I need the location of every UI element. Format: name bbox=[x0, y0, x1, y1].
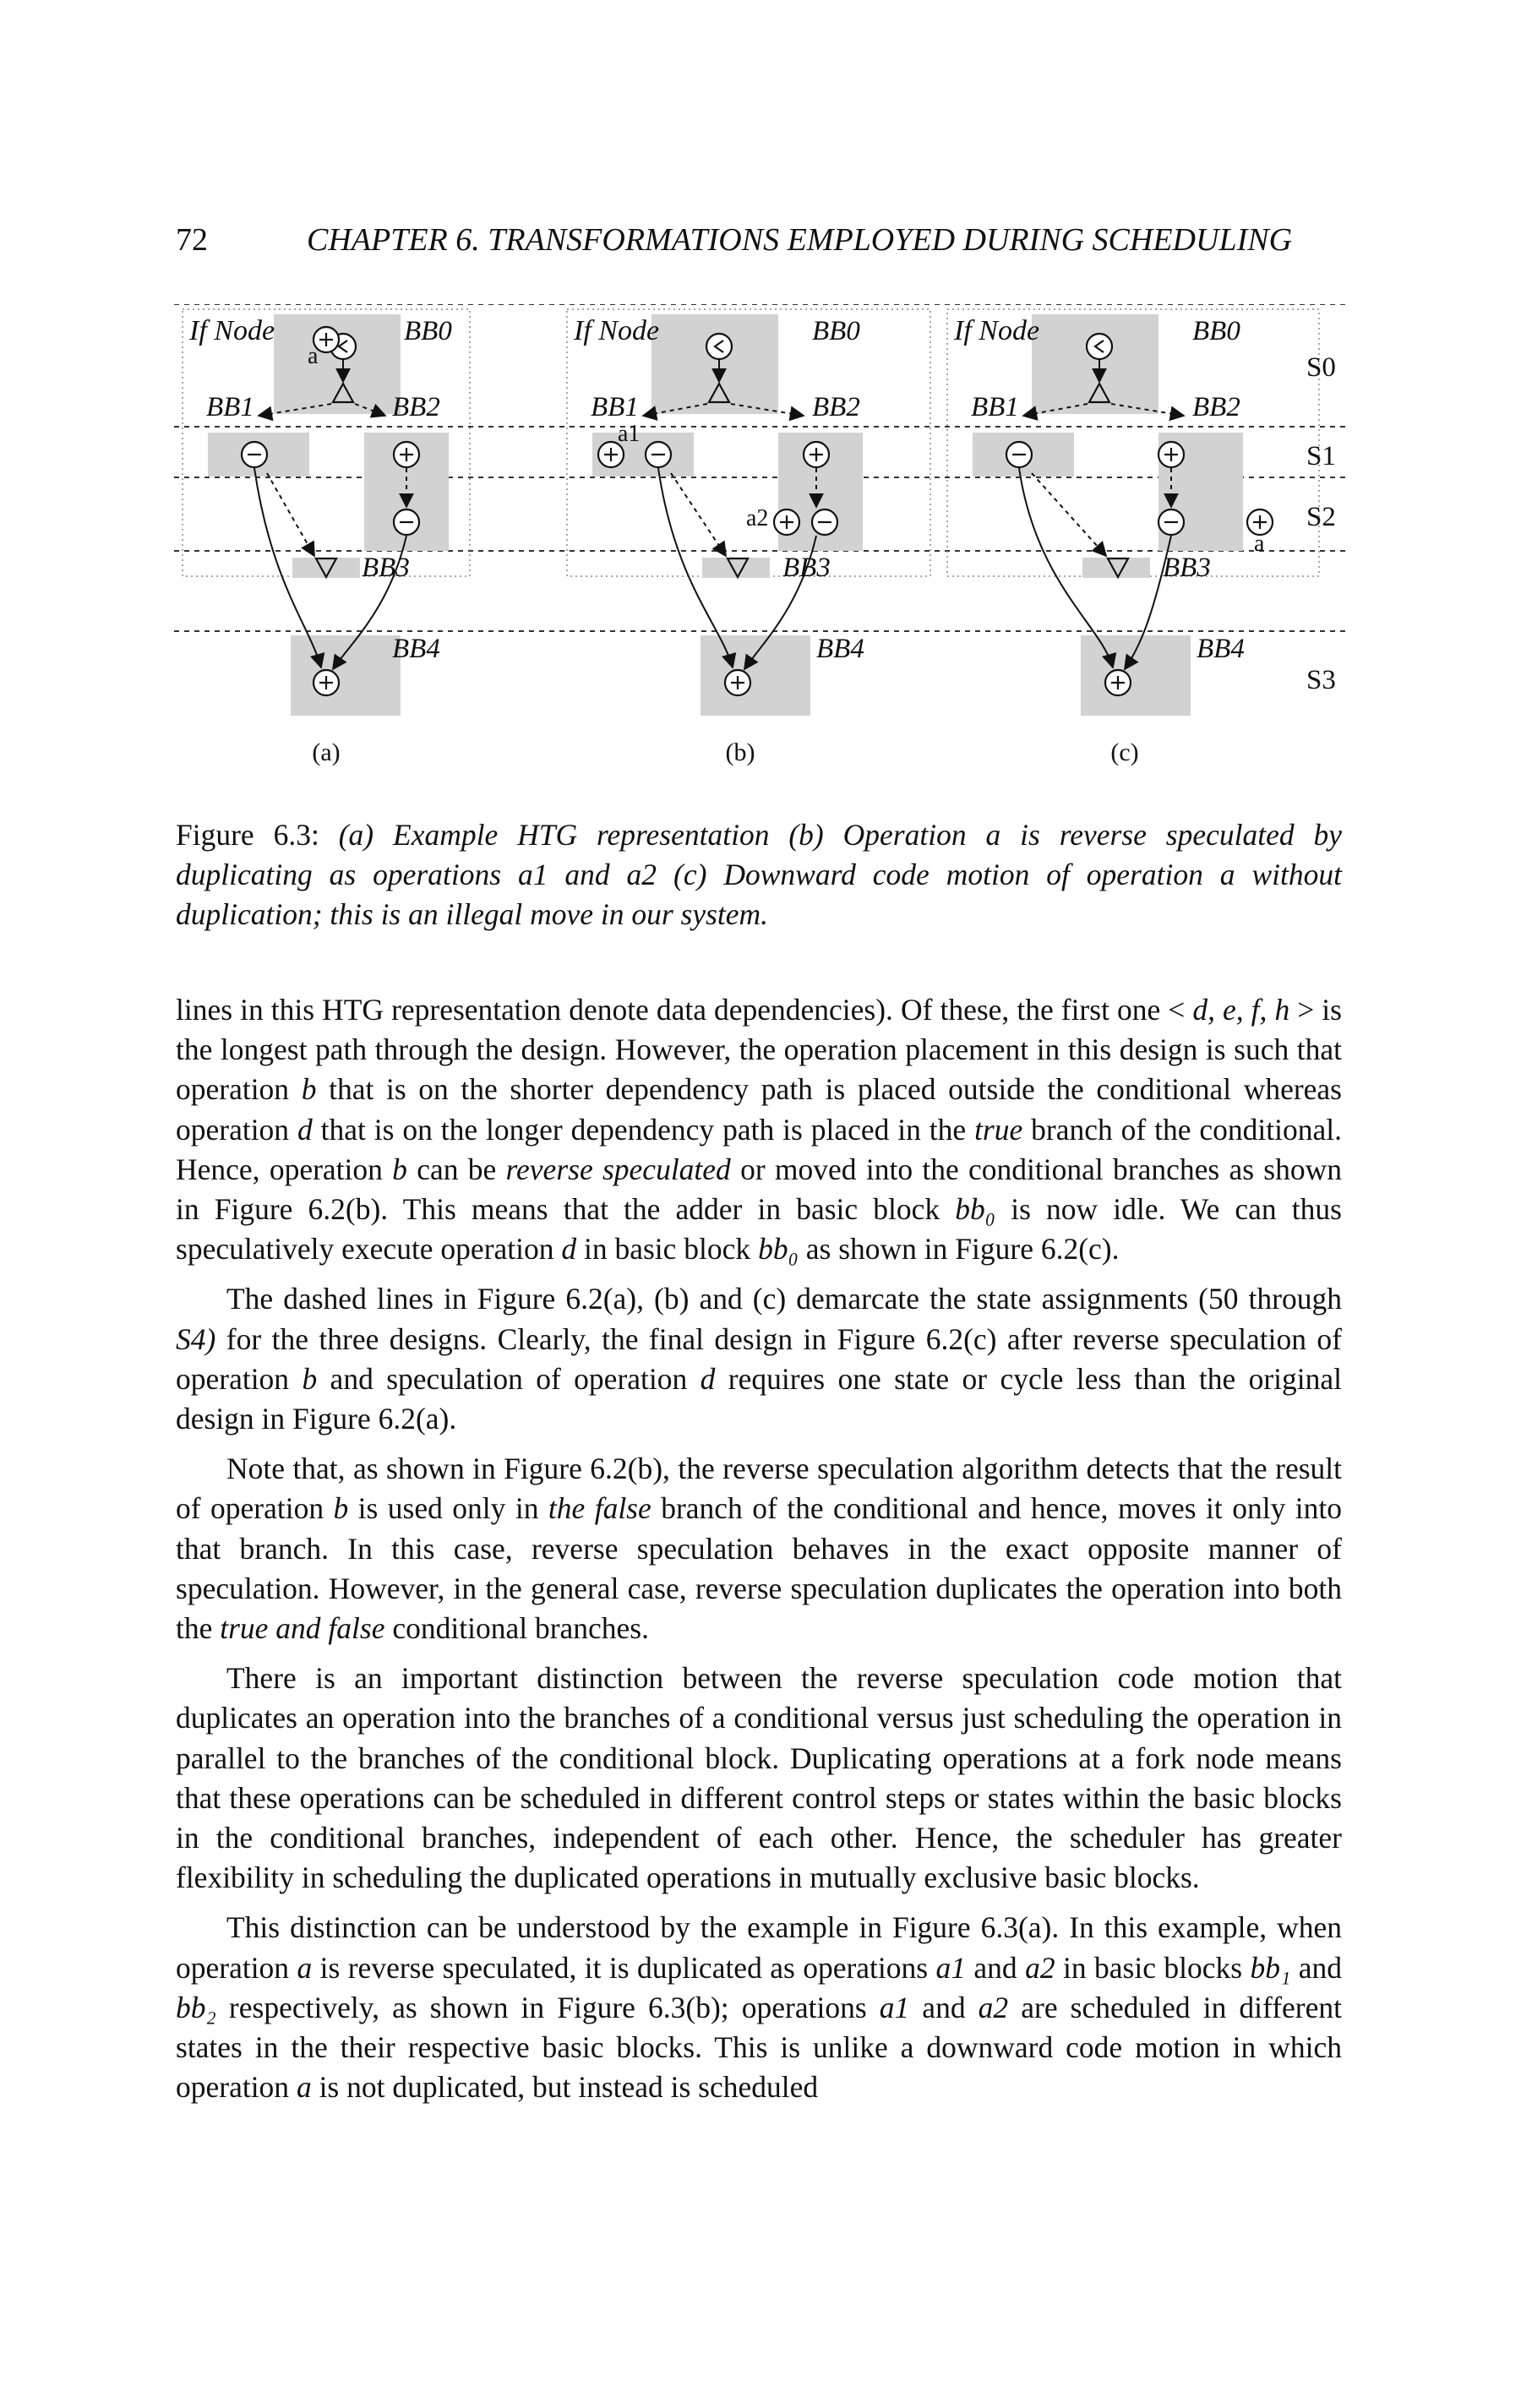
htg-diagram bbox=[174, 304, 1349, 777]
text-run: d bbox=[561, 1232, 577, 1267]
text-run: that is on the shorter dependency path is placed outside the conditional whereas operation bbox=[176, 1072, 1342, 1147]
block-label: BB0 bbox=[1192, 316, 1240, 346]
text-run: is now idle. We can thus speculatively execute operation bbox=[176, 1192, 1342, 1267]
paragraph bbox=[176, 1279, 1342, 1439]
text-run: branch of the conditional. Hence, operation bbox=[176, 1112, 1343, 1186]
block-label: BB0 bbox=[404, 316, 452, 346]
text-run: a2 bbox=[978, 1990, 1009, 2024]
paragraph bbox=[176, 990, 1342, 1269]
cond-op-icon bbox=[1087, 334, 1112, 359]
block-label: BB4 bbox=[1197, 634, 1245, 664]
cond-op-icon bbox=[706, 334, 732, 359]
block-label: BB2 bbox=[1192, 392, 1240, 422]
text-run: b bbox=[392, 1152, 407, 1186]
basic-block-box bbox=[292, 558, 360, 578]
text-run: S4) bbox=[176, 1321, 216, 1356]
panel-label: (b) bbox=[725, 738, 755, 766]
text-run: the false bbox=[548, 1491, 651, 1526]
text-run: are scheduled in different states in the their respective basic blocks. This is unlike a downward code motion in which operation bbox=[176, 1990, 1342, 2105]
text-run: and bbox=[966, 1950, 1026, 1985]
text-run: bb₀ bbox=[955, 1192, 996, 1227]
data-edge bbox=[671, 473, 726, 556]
op-label: a1 bbox=[618, 421, 641, 447]
paragraph bbox=[176, 1449, 1342, 1648]
block-label: BB3 bbox=[362, 553, 410, 583]
text-run: Note that, as shown in Figure 6.2(b), the reverse speculation algorithm detects that the result of operation bbox=[176, 1452, 1342, 1526]
text-run: bb₀ bbox=[758, 1232, 799, 1267]
block-label: BB4 bbox=[392, 634, 440, 664]
block-label: BB3 bbox=[782, 553, 831, 583]
basic-block-box bbox=[1032, 314, 1158, 414]
op-label: a bbox=[308, 343, 319, 369]
text-run: that is on the longer dependency path is placed in the bbox=[312, 1112, 975, 1147]
text-run: true bbox=[974, 1112, 1023, 1147]
text-run: a2 bbox=[1025, 1950, 1055, 1985]
caption-prefix: Figure 6.3: bbox=[176, 818, 339, 852]
text-run: d bbox=[297, 1112, 313, 1147]
text-run: a bbox=[297, 1950, 313, 1985]
text-run: d, e, f, h bbox=[1192, 993, 1290, 1027]
block-label: BB3 bbox=[1163, 553, 1211, 583]
paragraph bbox=[176, 1908, 1342, 2107]
text-run: respectively, as shown in Figure 6.3(b); operations bbox=[215, 1990, 880, 2024]
block-label: BB2 bbox=[812, 392, 860, 422]
caption-text: (a) Example HTG representation (b) Operation a is reverse speculated by duplicating as operations a1 and a2 (c) Downward code motion of operation a without duplication; this is an illegal move in our system. bbox=[176, 818, 1342, 931]
state-label: S1 bbox=[1306, 441, 1336, 471]
text-run: and speculation of operation bbox=[317, 1361, 701, 1396]
text-run: is used only in bbox=[348, 1491, 548, 1526]
state-label: S2 bbox=[1306, 502, 1336, 532]
if-node-label: If Node bbox=[574, 315, 660, 346]
paragraph bbox=[176, 1659, 1342, 1898]
figure-caption bbox=[176, 815, 1342, 934]
text-run: d bbox=[700, 1361, 716, 1396]
panel-2 bbox=[567, 309, 930, 766]
text-run: lines in this HTG representation denote data dependencies). Of these, the first one < bbox=[176, 993, 1193, 1027]
figure-6-3 bbox=[174, 304, 1349, 777]
panel-label: (a) bbox=[312, 738, 341, 766]
block-label: BB1 bbox=[206, 392, 254, 422]
panel-1 bbox=[183, 309, 470, 766]
text-run: as shown in Figure 6.2(c). bbox=[798, 1232, 1120, 1267]
basic-block-box bbox=[291, 635, 401, 716]
text-run: a1 bbox=[879, 1990, 910, 2024]
data-edge bbox=[1032, 473, 1106, 556]
if-node-label: If Node bbox=[189, 315, 275, 346]
op-label: a2 bbox=[746, 505, 769, 531]
text-run: in basic block bbox=[576, 1232, 759, 1267]
text-run: can be bbox=[406, 1152, 506, 1186]
basic-block-box bbox=[1081, 635, 1191, 716]
data-edge bbox=[267, 473, 314, 556]
block-label: BB2 bbox=[392, 392, 440, 422]
text-run: bb₁ bbox=[1250, 1950, 1291, 1985]
text-run: is not duplicated, but instead is scheduled bbox=[311, 2070, 819, 2105]
block-label: BB4 bbox=[816, 634, 864, 664]
block-label: BB1 bbox=[591, 392, 639, 422]
page-number: 72 bbox=[176, 222, 208, 258]
text-run: This distinction can be understood by the example in Figure 6.3(a). In this example, when operation bbox=[176, 1910, 1342, 1985]
text-run: requires one state or cycle less than the original design in Figure 6.2(a). bbox=[176, 1361, 1342, 1436]
panel-label: (c) bbox=[1110, 738, 1139, 766]
text-run: is reverse speculated, it is duplicated as operations bbox=[312, 1950, 936, 1985]
body-text bbox=[176, 990, 1342, 2117]
text-run: bb₂ bbox=[176, 1990, 216, 2024]
state-label: S0 bbox=[1306, 352, 1336, 383]
text-run: reverse speculated bbox=[505, 1152, 731, 1186]
basic-block-box bbox=[274, 314, 401, 414]
text-run: > is the longest path through the design. However, the operation placement in this design is such that operation bbox=[176, 993, 1342, 1107]
text-run: branch of the conditional and hence, moves it only into that branch. In this case, reverse speculation behaves in the exact opposite manner of speculation. However, in the general case, reverse speculation duplicates the operation into both the bbox=[176, 1491, 1342, 1646]
panel-3 bbox=[947, 309, 1319, 766]
text-run: for the three designs. Clearly, the final design in Figure 6.2(c) after reverse speculation of operation bbox=[176, 1321, 1342, 1396]
text-run: true and false bbox=[220, 1611, 385, 1646]
text-run: b bbox=[302, 1361, 318, 1396]
text-run: a1 bbox=[935, 1950, 967, 1985]
block-label: BB1 bbox=[971, 392, 1019, 422]
basic-block-box bbox=[651, 314, 778, 414]
block-label: BB0 bbox=[812, 316, 860, 346]
text-run: a bbox=[296, 2070, 312, 2105]
text-run: conditional branches. bbox=[384, 1611, 649, 1646]
state-label: S3 bbox=[1306, 665, 1336, 695]
op-label: a bbox=[1254, 531, 1265, 557]
text-run: The dashed lines in Figure 6.2(a), (b) and (c) demarcate the state assignments (50 through bbox=[226, 1282, 1342, 1316]
text-run: in basic blocks bbox=[1055, 1950, 1251, 1985]
text-run: or moved into the conditional branches as shown in Figure 6.2(b). This means that the adder in basic block bbox=[176, 1152, 1342, 1227]
basic-block-box bbox=[701, 635, 810, 716]
text-run: b bbox=[333, 1491, 349, 1526]
text-run: b bbox=[301, 1072, 317, 1107]
text-run: and bbox=[909, 1990, 979, 2024]
chapter-title: CHAPTER 6. TRANSFORMATIONS EMPLOYED DURING SCHEDULING bbox=[307, 222, 1293, 258]
text-run: and bbox=[1290, 1950, 1343, 1985]
text-run: There is an important distinction between the reverse speculation code motion that duplicates an operation into the branches of a conditional versus just scheduling the operation in parallel to the branches of the conditional block. Duplicating operations at a fork node means that these operations can be scheduled in different control steps or states within the basic blocks in the conditional branches, independent of each other. Hence, the scheduler has greater flexibility in scheduling the duplicated operations in mutually exclusive basic blocks. bbox=[176, 1661, 1342, 1895]
if-node-label: If Node bbox=[954, 315, 1040, 346]
